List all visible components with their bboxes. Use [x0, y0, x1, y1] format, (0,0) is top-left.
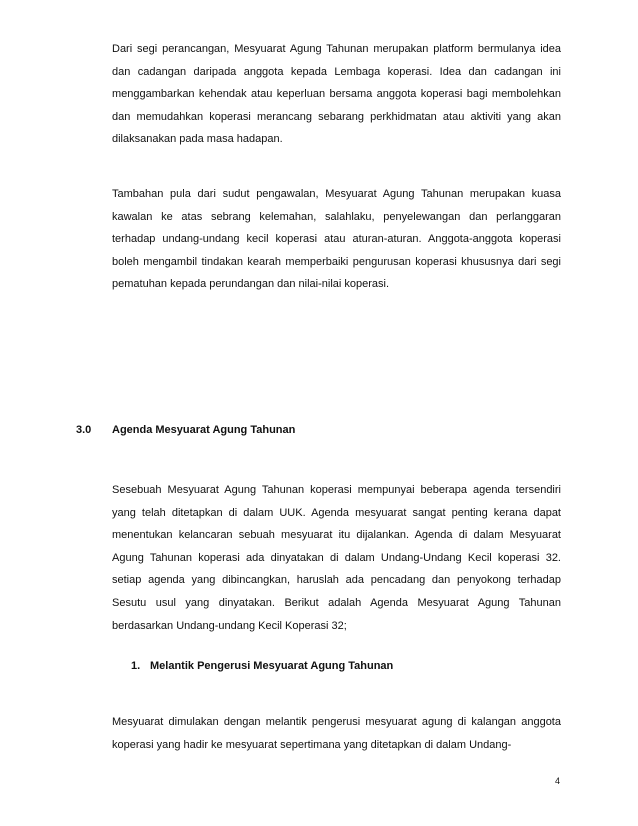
section-title: Agenda Mesyuarat Agung Tahunan — [112, 424, 296, 436]
paragraph-agenda-intro: Sesebuah Mesyuarat Agung Tahunan koperasi mempunyai beberapa agenda tersendiri yang telah ditetapkan di dalam UUK. Agenda mesyuarat sangat penting kerana dapat menentukan kelancaran sebuah mesyuarat itu dijalankan. Agenda di dalam Mesyuarat Agung Tahunan koperasi ada dinyatakan di dalam Undang-Undang Kecil koperasi 32. setiap agenda yang dibincangkan, haruslah ada pencadang dan penyokong terhadap Sesutu usul yang dinyatakan. Berikut adalah Agenda Mesyuarat Agung Tahunan berdasarkan Undang-undang Kecil Koperasi 32; — [112, 484, 561, 632]
subsection-title: Melantik Pengerusi Mesyuarat Agung Tahunan — [150, 660, 394, 672]
paragraph-control: Tambahan pula dari sudut pengawalan, Mesyuarat Agung Tahunan merupakan kuasa kawalan ke atas sebrang kelemahan, salahlaku, penyelewangan dan perlanggaran terhadap undang-undang kecil koperasi atau aturan-aturan. Anggota-anggota koperasi boleh mengambil tindakan kearah memperbaiki pengurusan koperasi khususnya dari segi pematuhan kepada perundangan dan nilai-nilai koperasi. — [112, 188, 561, 291]
subsection-heading — [131, 660, 393, 672]
section-number: 3.0 — [76, 424, 92, 436]
page-number: 4 — [555, 776, 561, 786]
paragraph-appoint-chair: Mesyuarat dimulakan dengan melantik pengerusi mesyuarat agung di kalangan anggota koperasi yang hadir ke mesyuarat sepertimana yang ditetapkan di dalam Undang- — [112, 716, 561, 751]
paragraph-planning: Dari segi perancangan, Mesyuarat Agung Tahunan merupakan platform bermulanya idea dan cadangan daripada anggota kepada Lembaga koperasi. Idea dan cadangan ini menggambarkan kehendak atau keperluan bersama anggota koperasi bagi membolehkan dan memudahkan koperasi merancang sebarang perkhidmatan atau aktiviti yang akan dilaksanakan pada masa hadapan. — [112, 43, 561, 146]
subsection-number: 1. — [131, 660, 141, 672]
